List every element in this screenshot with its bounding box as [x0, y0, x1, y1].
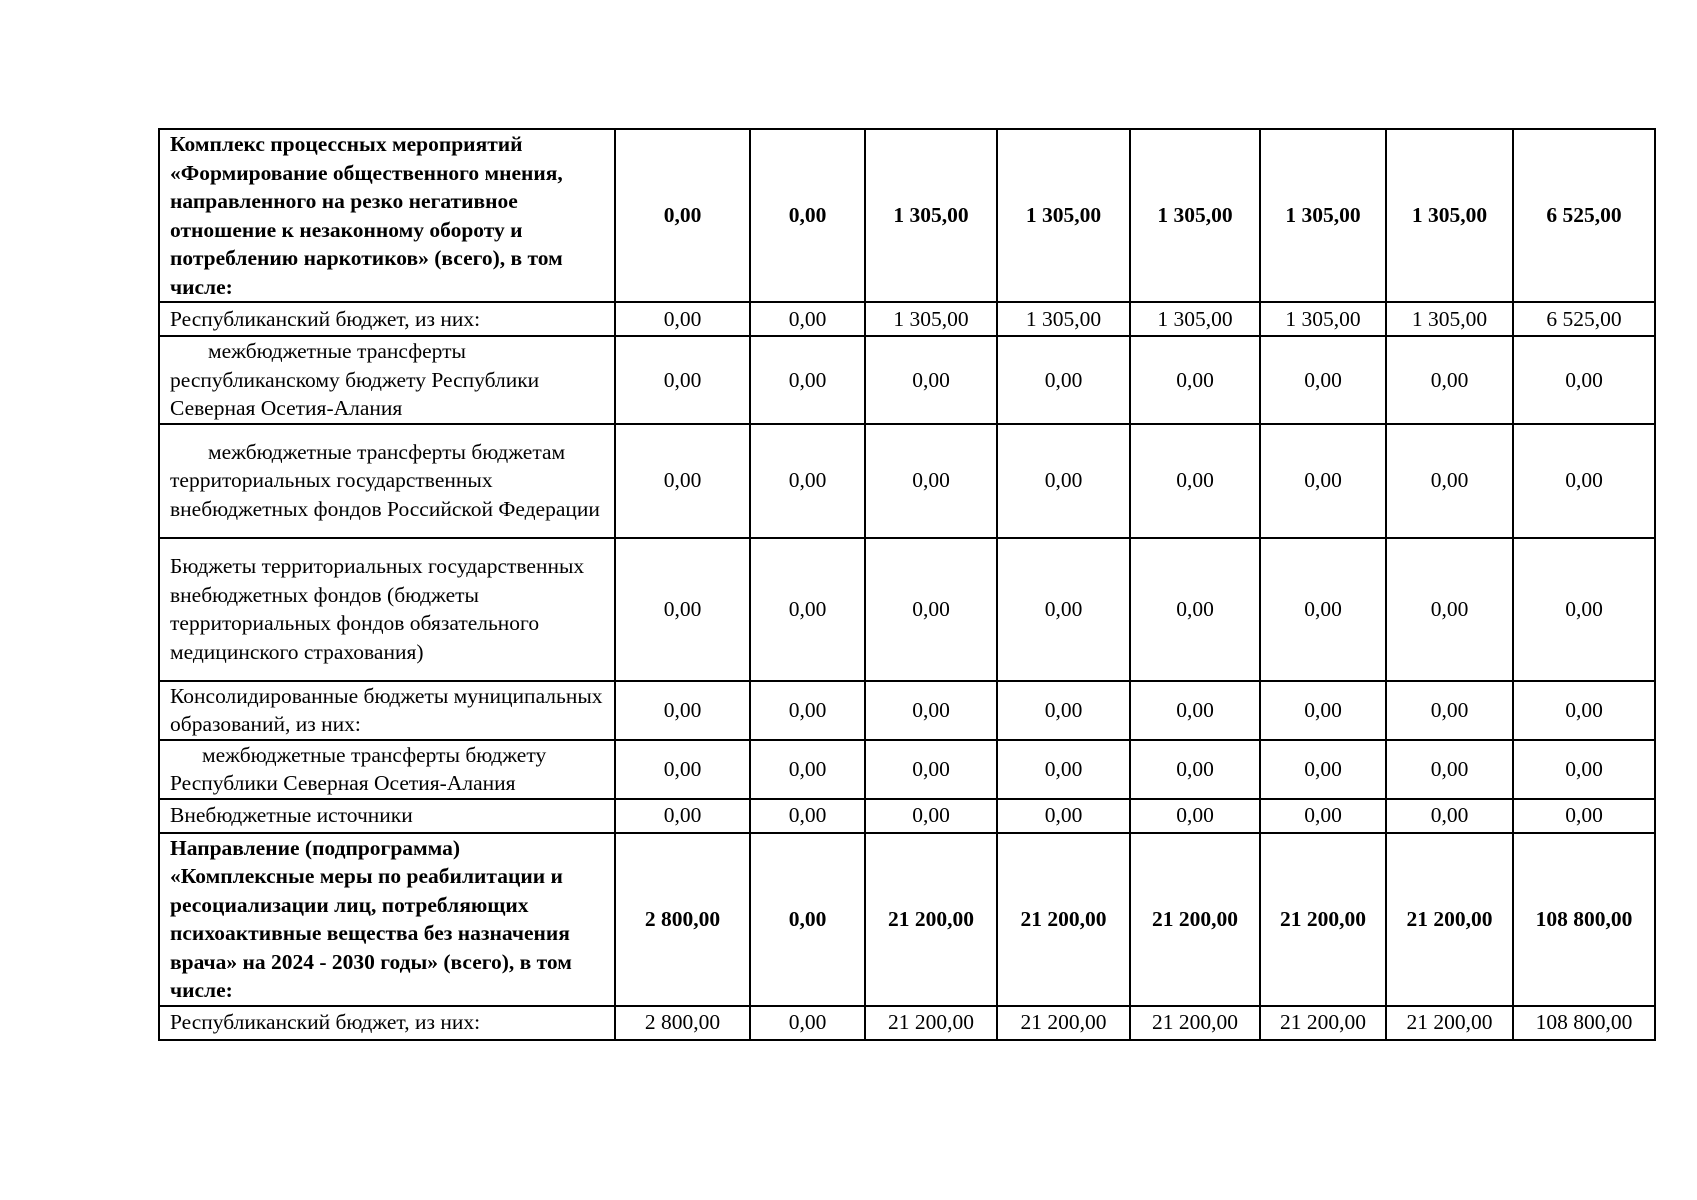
value-cell: 0,00	[1260, 424, 1386, 538]
value-cell: 108 800,00	[1513, 1006, 1655, 1040]
value-cell: 0,00	[997, 799, 1130, 833]
value-cell: 0,00	[865, 336, 997, 424]
value-cell: 0,00	[1260, 336, 1386, 424]
row-label: Внебюджетные источники	[170, 803, 413, 828]
value-cell: 1 305,00	[1260, 302, 1386, 336]
table-row	[159, 799, 1655, 833]
value-cell: 0,00	[1513, 740, 1655, 799]
value-cell: 0,00	[865, 538, 997, 681]
value-cell: 108 800,00	[1513, 833, 1655, 1006]
value-cell: 21 200,00	[997, 1006, 1130, 1040]
value-cell: 0,00	[615, 129, 750, 302]
value-cell: 1 305,00	[1130, 302, 1260, 336]
value-cell: 0,00	[1513, 681, 1655, 740]
row-label-cell	[159, 833, 615, 1006]
row-label-cell	[159, 740, 615, 799]
value-cell: 21 200,00	[865, 833, 997, 1006]
value-cell: 0,00	[865, 799, 997, 833]
value-cell: 2 800,00	[615, 1006, 750, 1040]
value-cell: 0,00	[615, 302, 750, 336]
table-row	[159, 1006, 1655, 1040]
table-row	[159, 424, 1655, 538]
value-cell: 0,00	[750, 740, 865, 799]
value-cell: 0,00	[997, 681, 1130, 740]
row-label: межбюджетные трансферты бюджету Республики Северная Осетия-Алания	[170, 742, 547, 795]
value-cell: 1 305,00	[1130, 129, 1260, 302]
value-cell: 0,00	[1130, 799, 1260, 833]
value-cell: 1 305,00	[865, 129, 997, 302]
value-cell: 0,00	[750, 833, 865, 1006]
table-row	[159, 336, 1655, 424]
row-label: Бюджеты территориальных государственных внебюджетных фондов (бюджеты территориальных фондов обязательного медицинского страхования)	[170, 554, 585, 664]
budget-table	[158, 128, 1656, 1041]
value-cell: 1 305,00	[1386, 302, 1513, 336]
value-cell: 0,00	[1513, 424, 1655, 538]
value-cell: 0,00	[1513, 336, 1655, 424]
value-cell: 0,00	[997, 538, 1130, 681]
value-cell: 0,00	[615, 538, 750, 681]
value-cell: 0,00	[615, 681, 750, 740]
value-cell: 0,00	[865, 424, 997, 538]
value-cell: 21 200,00	[1260, 1006, 1386, 1040]
value-cell: 21 200,00	[1130, 833, 1260, 1006]
value-cell: 1 305,00	[1386, 129, 1513, 302]
value-cell: 0,00	[1386, 538, 1513, 681]
value-cell: 0,00	[997, 336, 1130, 424]
table-row	[159, 681, 1655, 740]
value-cell: 1 305,00	[997, 129, 1130, 302]
row-label: Комплекс процессных мероприятий «Формирование общественного мнения, направленного на резко негативное отношение к незаконному обороту и потреблению наркотиков» (всего), в том числе:	[170, 132, 563, 299]
value-cell: 21 200,00	[1386, 1006, 1513, 1040]
value-cell: 0,00	[1130, 740, 1260, 799]
value-cell: 0,00	[750, 302, 865, 336]
value-cell: 0,00	[750, 799, 865, 833]
table-row	[159, 833, 1655, 1006]
value-cell: 0,00	[1386, 424, 1513, 538]
table-row	[159, 740, 1655, 799]
value-cell: 0,00	[865, 740, 997, 799]
value-cell: 0,00	[750, 424, 865, 538]
value-cell: 0,00	[1386, 336, 1513, 424]
value-cell: 21 200,00	[1260, 833, 1386, 1006]
value-cell: 0,00	[1260, 740, 1386, 799]
value-cell: 1 305,00	[865, 302, 997, 336]
value-cell: 0,00	[1386, 740, 1513, 799]
value-cell: 0,00	[1513, 799, 1655, 833]
row-label-cell	[159, 129, 615, 302]
row-label: Республиканский бюджет, из них:	[170, 1010, 481, 1035]
table-row	[159, 129, 1655, 302]
table-row	[159, 538, 1655, 681]
row-label-cell	[159, 538, 615, 681]
value-cell: 0,00	[1386, 681, 1513, 740]
value-cell: 0,00	[750, 129, 865, 302]
value-cell: 0,00	[1386, 799, 1513, 833]
value-cell: 6 525,00	[1513, 129, 1655, 302]
value-cell: 0,00	[750, 681, 865, 740]
value-cell: 0,00	[1130, 538, 1260, 681]
row-label-cell	[159, 681, 615, 740]
value-cell: 21 200,00	[1386, 833, 1513, 1006]
value-cell: 0,00	[997, 424, 1130, 538]
row-label: Консолидированные бюджеты муниципальных образований, из них:	[170, 683, 603, 736]
value-cell: 0,00	[997, 740, 1130, 799]
value-cell: 1 305,00	[997, 302, 1130, 336]
value-cell: 2 800,00	[615, 833, 750, 1006]
row-label-cell	[159, 302, 615, 336]
value-cell: 0,00	[1260, 538, 1386, 681]
value-cell: 6 525,00	[1513, 302, 1655, 336]
value-cell: 0,00	[615, 424, 750, 538]
row-label-cell	[159, 336, 615, 424]
value-cell: 0,00	[750, 336, 865, 424]
value-cell: 21 200,00	[865, 1006, 997, 1040]
value-cell: 0,00	[1130, 336, 1260, 424]
value-cell: 0,00	[615, 740, 750, 799]
value-cell: 0,00	[615, 799, 750, 833]
value-cell: 0,00	[750, 1006, 865, 1040]
value-cell: 1 305,00	[1260, 129, 1386, 302]
value-cell: 0,00	[1513, 538, 1655, 681]
value-cell: 0,00	[1130, 681, 1260, 740]
value-cell: 0,00	[865, 681, 997, 740]
value-cell: 0,00	[1130, 424, 1260, 538]
row-label-cell	[159, 799, 615, 833]
value-cell: 0,00	[750, 538, 865, 681]
value-cell: 0,00	[615, 336, 750, 424]
row-label: межбюджетные трансферты республиканскому бюджету Республики Северная Осетия-Алания	[170, 339, 540, 420]
value-cell: 21 200,00	[997, 833, 1130, 1006]
value-cell: 0,00	[1260, 799, 1386, 833]
value-cell: 0,00	[1260, 681, 1386, 740]
row-label: межбюджетные трансферты бюджетам территориальных государственных внебюджетных фондов Российской Федерации	[170, 439, 600, 521]
row-label: Республиканский бюджет, из них:	[170, 306, 481, 331]
row-label: Направление (подпрограмма) «Комплексные меры по реабилитации и ресоциализации лиц, потребляющих психоактивные вещества без назначения врача» на 2024 - 2030 годы» (всего), в том числе:	[170, 835, 572, 1002]
table-row	[159, 302, 1655, 336]
row-label-cell	[159, 424, 615, 538]
row-label-cell	[159, 1006, 615, 1040]
value-cell: 21 200,00	[1130, 1006, 1260, 1040]
